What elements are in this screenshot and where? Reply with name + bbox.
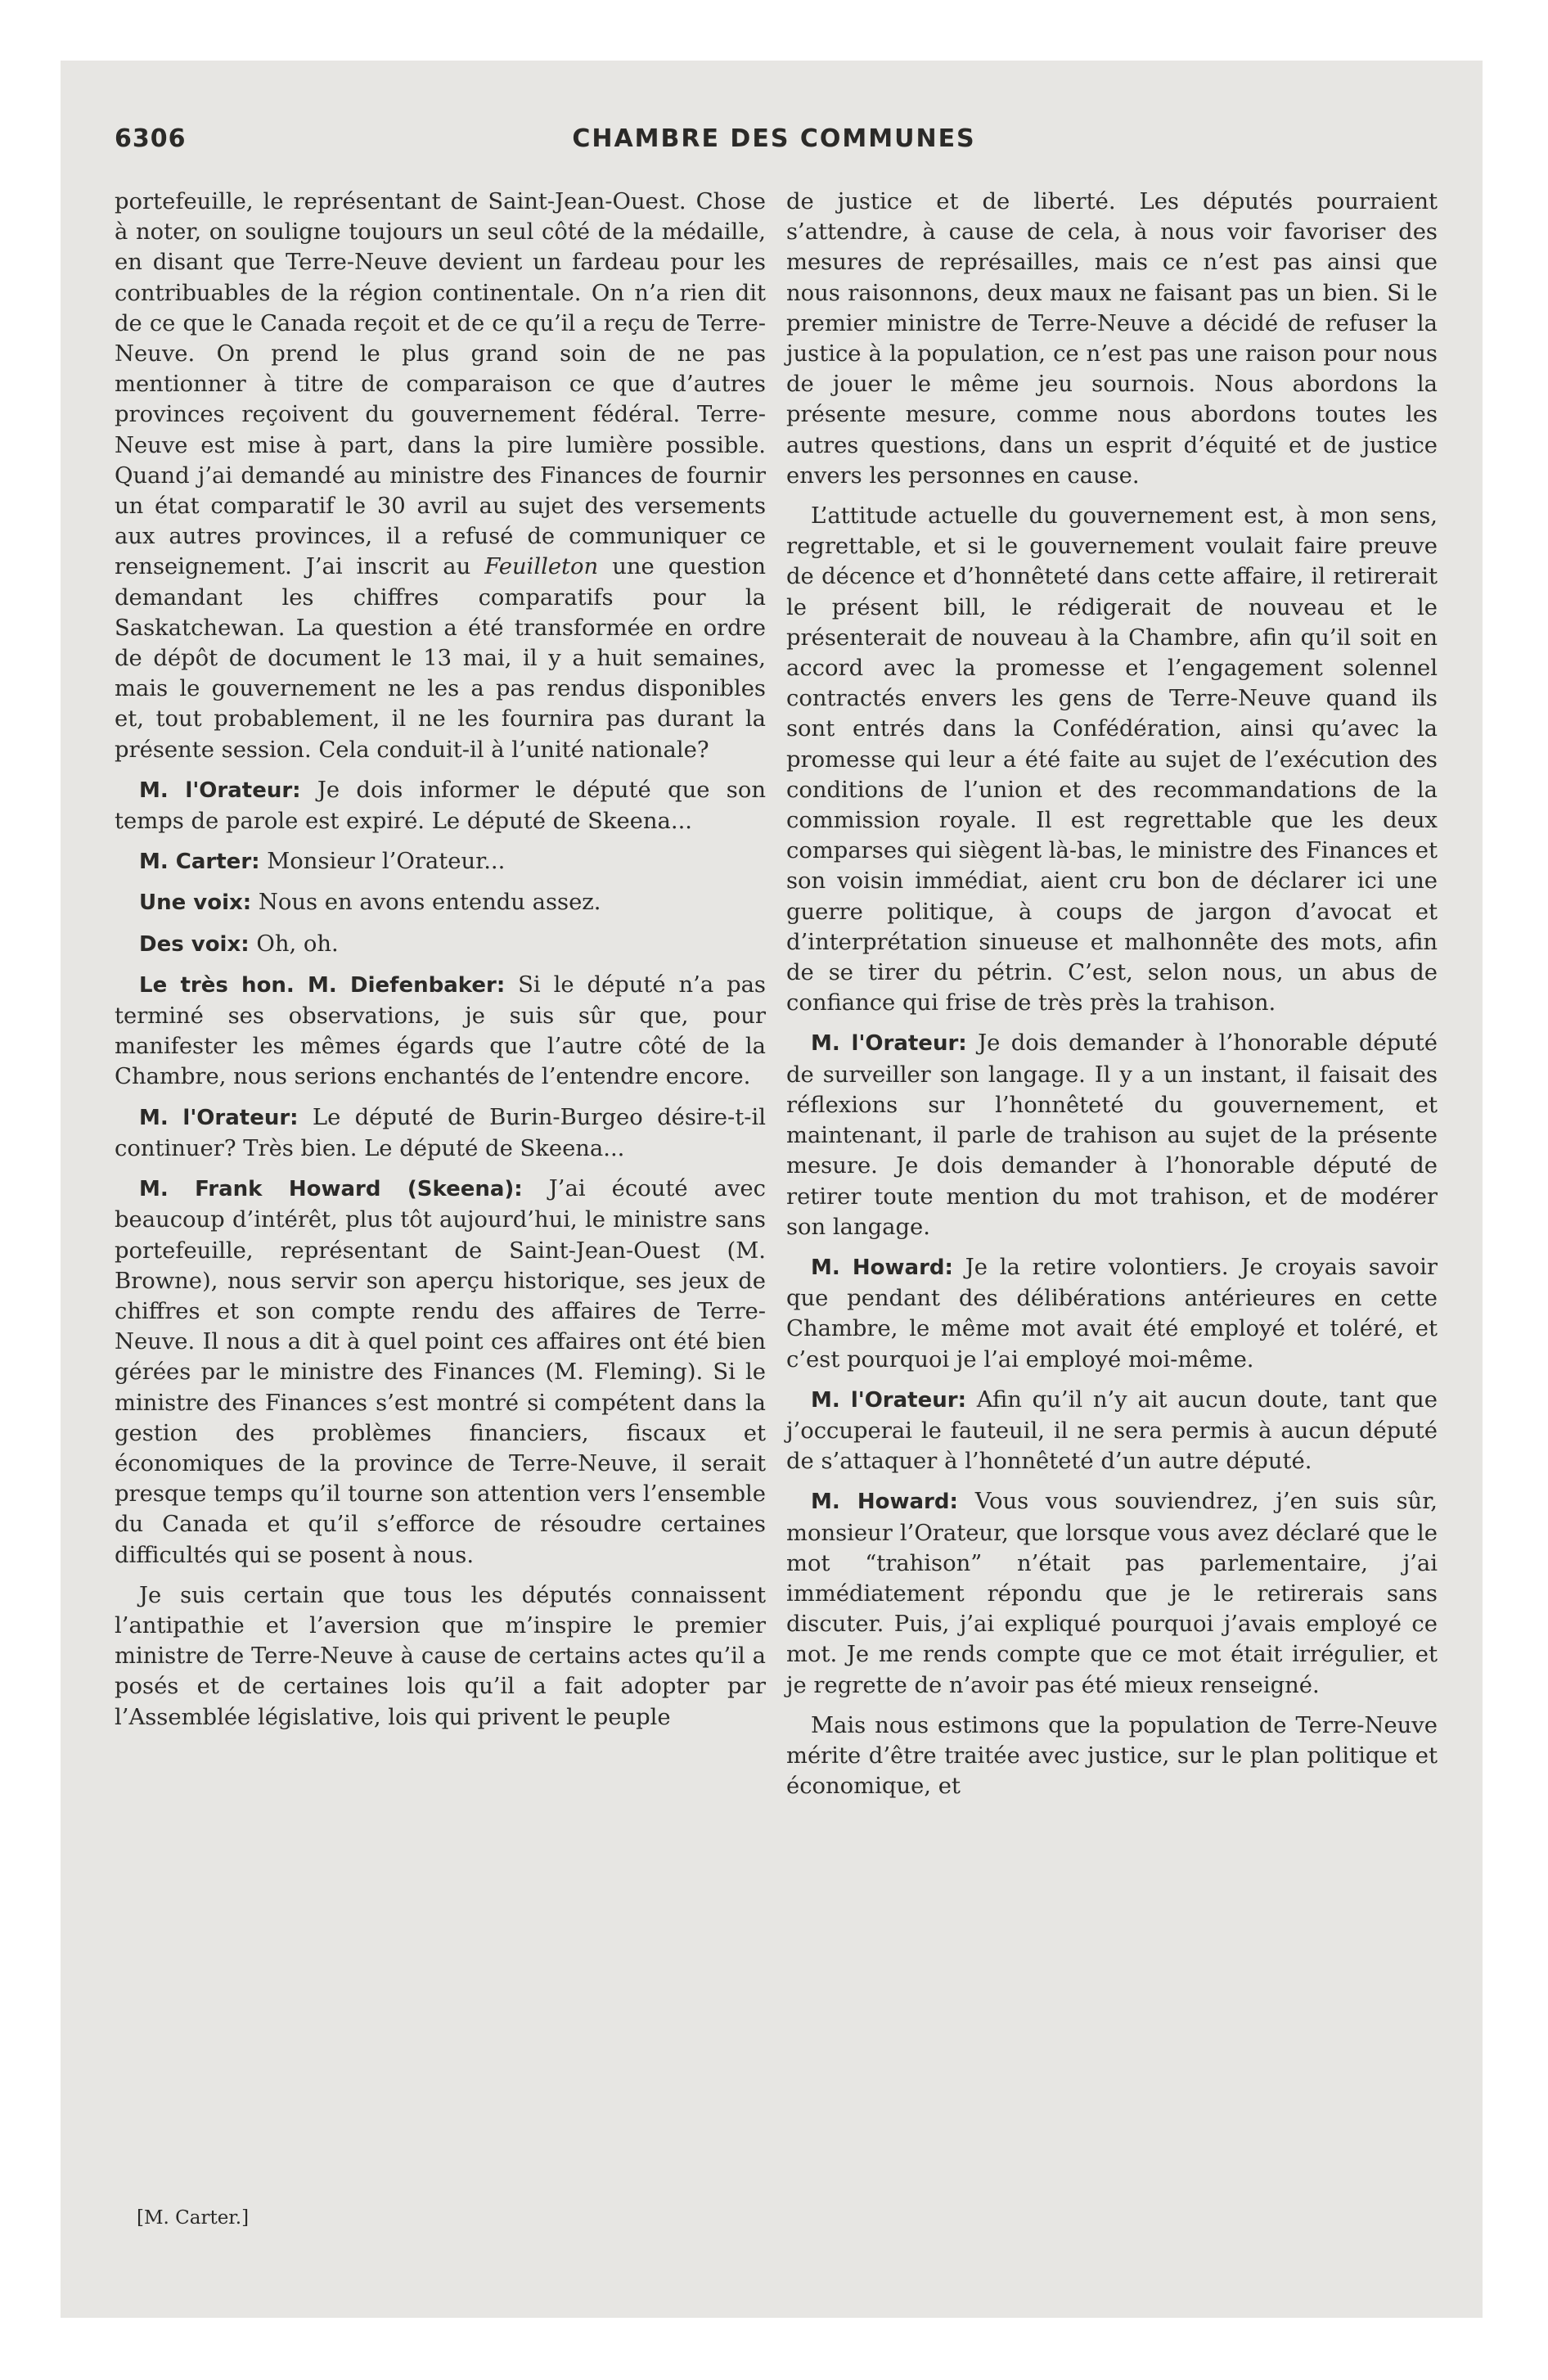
speaker-name: M. Howard: xyxy=(811,1490,958,1515)
speaker-name: M. l'Orateur: xyxy=(811,1387,966,1413)
speech-text: Je dois demander à l’honorable député de surveiller son langage. Il y a un instant, il faisait des réflexions sur l’honnêteté du gouvernement, et maintenant, il parle de trahison au sujet de la présente mesure. Je dois demander à l’honorable député de retirer toute mention du mot trahison, et de modérer son langage. xyxy=(786,1030,1438,1240)
paragraph-text: de justice et de liberté. Les députés pourraient s’attendre, à cause de cela, à nous voir favoriser des mesures de représailles, mais ce n’est pas ainsi que nous raisonnons, deux maux ne faisant pas un bien. Si le premier ministre de Terre-Neuve a décidé de refuser la justice à la population, ce n’est pas une raison pour nous de jouer le même jeu sournois. Nous abordons la présente mesure, comme nous abordons toutes les autres questions, dans un esprit d’équité et de justice envers les personnes en cause. xyxy=(786,189,1438,489)
paragraph-text: Mais nous estimons que la population de Terre-Neuve mérite d’être traitée avec justice, sur le plan politique et économique, et xyxy=(786,1712,1438,1800)
speaker-name: M. Howard: xyxy=(811,1255,953,1280)
speech-text: Afin qu’il n’y ait aucun doute, tant que j’occuperai le fauteuil, il ne sera permis à aucun député de s’attaquer à l’honnêteté d’un autre député. xyxy=(786,1386,1438,1475)
speech-text: Le député de Burin-Burgeo désire-t-il continuer? Très bien. Le député de Skeena... xyxy=(115,1104,766,1161)
speech-text: Vous vous souviendrez, j’en suis sûr, monsieur l’Orateur, que lorsque vous avez déclaré que le mot “trahison” n’était pas parlementaire, j’ai immédiatement répondu que je le retirerais sans discuter. Puis, j’ai expliqué pourquoi j’avais employé ce mot. Je me rends compte que ce mot était irrégulier, et je regrette de n’avoir pas été mieux renseigné. xyxy=(786,1489,1438,1698)
left-column xyxy=(115,187,766,1742)
speech-text: J’ai écouté avec beaucoup d’intérêt, plus tôt aujourd’hui, le ministre sans portefeuille, représentant de Saint-Jean-Ouest (M. Browne), nous servir son aperçu historique, ses jeux de chiffres et son compte rendu des affaires de Terre-Neuve. Il nous a dit à quel point ces affaires ont été bien gérées par le ministre des Finances (M. Fleming). Si le ministre des Finances s’est montré si compétent dans la gestion des problèmes financiers, fiscaux et économiques de la province de Terre-Neuve, il serait presque temps qu’il tourne son attention vers l’ensemble du Canada et qu’il s’efforce de résoudre certaines difficultés qui se posent à nous. xyxy=(115,1176,766,1568)
paragraph-text: portefeuille, le représentant de Saint-Jean-Ouest. Chose à noter, on souligne toujours un seul côté de la médaille, en disant que Terre-Neuve devient un fardeau pour les contribuables de la région continentale. On n’a rien dit de ce que le Canada reçoit et de ce qu’il a reçu de Terre-Neuve. On prend le plus grand soin de ne pas mentionner à titre de comparaison ce que d’autres provinces reçoivent du gouvernement fédéral. Terre-Neuve est mise à part, dans la pire lumière possible. Quand j’ai demandé au ministre des Finances de fournir un état comparatif le 30 avril au sujet des versements aux autres provinces, il a refusé de communiquer ce renseignement. J’ai inscrit au xyxy=(115,189,766,580)
paragraph-text: Je suis certain que tous les députés connaissent l’antipathie et l’aversion que m’inspire le premier ministre de Terre-Neuve à cause de certains actes qu’il a posés et de certaines lois qu’il a fait adopter par l’Assemblée législative, lois qui privent le peuple xyxy=(115,1582,766,1730)
speech xyxy=(115,929,766,960)
speaker-name: M. Frank Howard (Skeena): xyxy=(139,1177,523,1202)
page-number: 6306 xyxy=(115,124,187,153)
speech xyxy=(115,846,766,877)
paragraph-text: une question demandant les chiffres comparatifs pour la Saskatchewan. La question a été transformée en ordre de dépôt de document le 13 mai, il y a huit semaines, mais le gouvernement ne les a pas rendus disponibles et, tout probablement, il ne les fournira pas durant la présente session. Cela conduit-il à l’unité nationale? xyxy=(115,554,766,763)
speech xyxy=(115,1102,766,1164)
speaker-signature: [M. Carter.] xyxy=(137,2207,250,2229)
speaker-name: Le très hon. M. Diefenbaker: xyxy=(139,972,506,998)
speaker-name: M. l'Orateur: xyxy=(811,1031,967,1057)
speaker-name: M. Carter: xyxy=(139,850,260,875)
journal-title: Feuilleton xyxy=(484,554,599,580)
speech xyxy=(115,887,766,918)
right-column xyxy=(786,187,1438,1811)
paragraph xyxy=(115,187,766,765)
speech-text: Oh, oh. xyxy=(256,931,339,957)
speech xyxy=(786,1385,1438,1477)
paragraph xyxy=(786,1711,1438,1802)
paragraph xyxy=(786,501,1438,1018)
speech xyxy=(115,1174,766,1571)
speaker-name: M. l'Orateur: xyxy=(139,778,301,803)
speech xyxy=(786,1486,1438,1700)
speech-text: Monsieur l’Orateur... xyxy=(267,849,506,875)
speech xyxy=(115,775,766,836)
speech-text: Je la retire volontiers. Je croyais savoir que pendant des délibérations antérieures en cette Chambre, le même mot avait été employé et toléré, et c’est pourquoi je l’ai employé moi-même. xyxy=(786,1254,1438,1373)
paragraph xyxy=(115,1580,766,1733)
running-head: CHAMBRE DES COMMUNES xyxy=(572,124,976,153)
speech-text: Je dois informer le député que son temps de parole est expiré. Le député de Skeena... xyxy=(115,777,766,835)
speaker-name: Des voix: xyxy=(139,931,250,957)
speech xyxy=(786,1028,1438,1242)
speaker-name: M. l'Orateur: xyxy=(139,1105,299,1130)
speech-text: Nous en avons entendu assez. xyxy=(258,890,601,916)
speech xyxy=(786,1252,1438,1375)
speaker-name: Une voix: xyxy=(139,890,252,916)
paragraph-text: L’attitude actuelle du gouvernement est, à mon sens, regrettable, et si le gouvernement voulait faire preuve de décence et d’honnêteté dans cette affaire, il retirerait le présent bill, le rédigerait de nouveau et le présenterait de nouveau à la Chambre, afin qu’il soit en accord avec la promesse et l’engagement solennel contractés envers les gens de Terre-Neuve quand ils sont entrés dans la Confédération, ainsi qu’avec la promesse qui leur a été faite au sujet de l’exécution des conditions de l’union et des recommandations de la commission royale. Il est regrettable que les deux comparses qui siègent là-bas, le ministre des Finances et son voisin immédiat, aient cru bon de déclarer ici une guerre politique, à coups de jargon d’avocat et d’interprétation sinueuse et malhonnête des mots, afin de se tirer du pétrin. C’est, selon nous, un abus de confiance qui frise de très près la trahison. xyxy=(786,503,1438,1016)
speech xyxy=(115,970,766,1093)
paragraph xyxy=(786,187,1438,491)
speech-text: Si le député n’a pas terminé ses observations, je suis sûr que, pour manifester les mêmes égards que l’autre côté de la Chambre, nous serions enchantés de l’entendre encore. xyxy=(115,971,766,1090)
